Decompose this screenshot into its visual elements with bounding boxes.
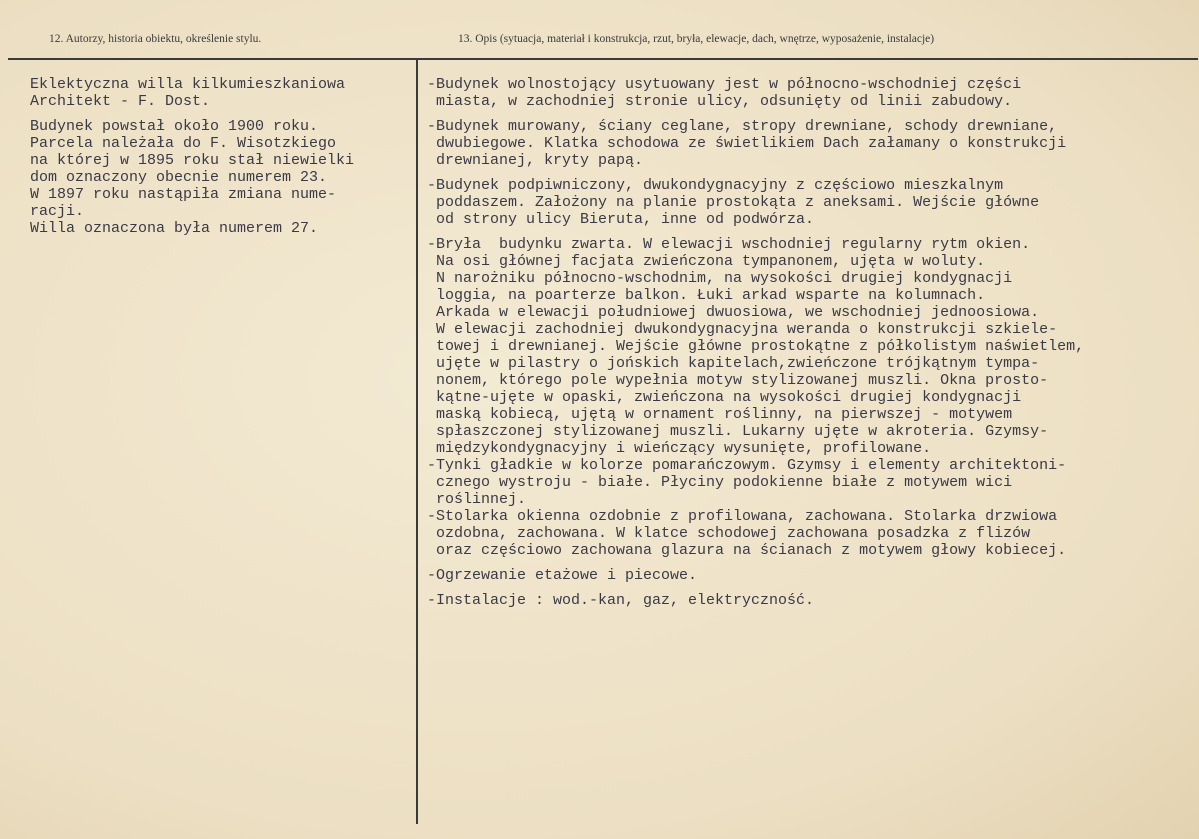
typed-line: na której w 1895 roku stał niewielki (30, 152, 355, 169)
typed-line: Na osi głównej facjata zwieńczona tympanonem, ujęta w woluty. (427, 253, 986, 270)
typed-paragraph (427, 592, 1197, 609)
typed-line: międzykondygnacyjny i wieńczący wysunięte, profilowane. (427, 440, 932, 457)
history-column (30, 76, 410, 237)
typed-line: od strony ulicy Bieruta, inne od podwórza. (427, 211, 815, 228)
column-divider (416, 59, 418, 824)
typed-line: ujęte w pilastry o jońskich kapitelach,zwieńczone trójkątnym tympa- (427, 355, 1040, 372)
typed-line: racji. (30, 203, 85, 220)
typed-line: -Budynek murowany, ściany ceglane, stropy drewniane, schody drewniane, (427, 118, 1058, 135)
typed-line: Willa oznaczona była numerem 27. (30, 220, 319, 237)
typed-line: -Ogrzewanie etażowe i piecowe. (427, 567, 698, 584)
typed-line: oraz częściowo zachowana glazura na ścianach z motywem głowy kobiecej. (427, 542, 1067, 559)
typed-line: -Bryła budynku zwarta. W elewacji wschodniej regularny rytm okien. (427, 236, 1031, 253)
typed-line: -Stolarka okienna ozdobnie z profilowana, zachowana. Stolarka drzwiowa (427, 508, 1058, 525)
typed-line: nonem, którego pole wypełnia motyw stylizowanej muszli. Okna prosto- (427, 372, 1049, 389)
typed-paragraph (427, 76, 1197, 110)
typed-line: maską kobiecą, ujętą w ornament roślinny, na pierwszej - motywem (427, 406, 1013, 423)
typed-line: roślinnej. (427, 491, 527, 508)
typed-line: kątne-ujęte w opaski, zwieńczona na wysokości drugiej kondygnacji (427, 389, 1022, 406)
typed-paragraph (427, 508, 1197, 559)
typed-paragraph (427, 236, 1197, 457)
typed-line: Architekt - F. Dost. (30, 93, 211, 110)
typed-line: dom oznaczony obecnie numerem 23. (30, 169, 328, 186)
typed-line: -Budynek podpiwniczony, dwukondygnacyjny z częściowo mieszkalnym (427, 177, 1004, 194)
typed-paragraph (30, 118, 410, 237)
typed-line: W 1897 roku nastąpiła zmiana nume- (30, 186, 337, 203)
typed-line: miasta, w zachodniej stronie ulicy, odsunięty od linii zabudowy. (427, 93, 1013, 110)
typed-line: N narożniku północno-wschodnim, na wysokości drugiej kondygnacji (427, 270, 1013, 287)
typed-line: -Instalacje : wod.-kan, gaz, elektryczność. (427, 592, 815, 609)
typed-line: towej i drewnianej. Wejście główne prostokątne z półkolistym naświetlem, (427, 338, 1085, 355)
typed-paragraph (427, 457, 1197, 508)
typed-line: ozdobna, zachowana. W klatce schodowej zachowana posadzka z flizów (427, 525, 1031, 542)
typed-line: Arkada w elewacji południowej dwuosiowa, we wschodniej jednoosiowa. (427, 304, 1040, 321)
typed-line: dwubiegowe. Klatka schodowa ze świetlikiem Dach załamany o konstrukcji (427, 135, 1067, 152)
section-13-heading: 13. Opis (sytuacja, materiał i konstrukcja, rzut, bryła, elewacje, dach, wnętrze, wyposażenie, instalacje) (458, 33, 935, 45)
typed-line: Budynek powstał około 1900 roku. (30, 118, 319, 135)
typed-line: poddaszem. Założony na planie prostokąta z aneksami. Wejście główne (427, 194, 1040, 211)
typed-line: W elewacji zachodniej dwukondygnacyjna weranda o konstrukcji szkiele- (427, 321, 1058, 338)
typed-line: loggia, na poarterze balkon. Łuki arkad wsparte na kolumnach. (427, 287, 986, 304)
typed-paragraph (30, 76, 410, 110)
description-column (427, 76, 1197, 609)
typed-line: cznego wystroju - białe. Płyciny podokienne białe z motywem wici (427, 474, 1013, 491)
header-divider (8, 58, 1198, 60)
typed-paragraph (427, 567, 1197, 584)
section-12-heading: 12. Autorzy, historia obiektu, określenie stylu. (49, 33, 262, 45)
typed-line: Parcela należała do F. Wisotzkiego (30, 135, 337, 152)
typed-line: drewnianej, kryty papą. (427, 152, 644, 169)
typed-line: Eklektyczna willa kilkumieszkaniowa (30, 76, 346, 93)
typed-line: spłaszczonej stylizowanej muszli. Lukarny ujęte w akroteria. Gzymsy- (427, 423, 1049, 440)
typed-line: -Budynek wolnostojący usytuowany jest w północno-wschodniej części (427, 76, 1022, 93)
typed-paragraph (427, 118, 1197, 169)
typed-paragraph (427, 177, 1197, 228)
typed-line: -Tynki gładkie w kolorze pomarańczowym. Gzymsy i elementy architektoni- (427, 457, 1067, 474)
